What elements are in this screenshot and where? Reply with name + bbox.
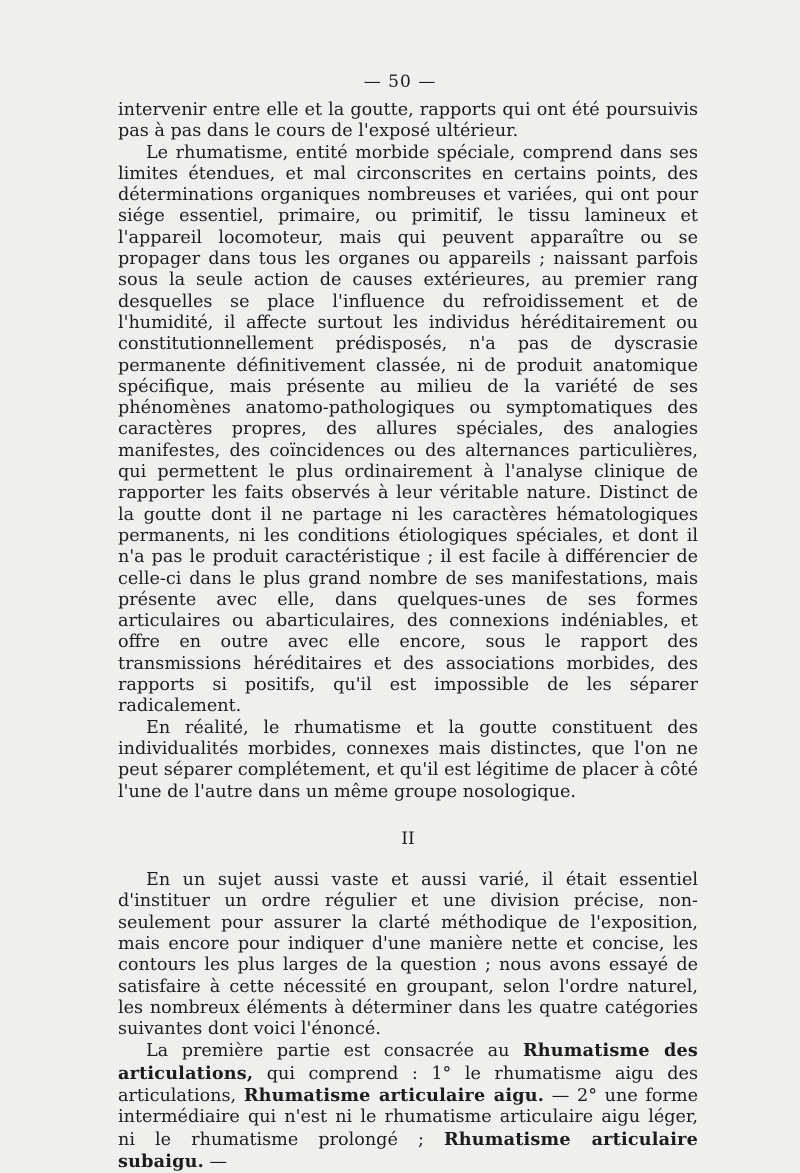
text-run: qui comprend : 1° le rhumatisme aigu des articulations,: [118, 1063, 698, 1107]
text-run: La première partie est consacrée au: [146, 1041, 523, 1062]
page-number: — 50 —: [363, 72, 437, 92]
section-heading: II: [401, 828, 415, 849]
bold-term: Rhumatisme articulaire aigu.: [243, 1085, 545, 1107]
text-run: — 2° une forme intermédiaire qui n'est ni le rhumatisme articulaire aigu léger, ni le rhumatisme prolongé ;: [118, 1086, 699, 1150]
paragraph-premiere-partie: [118, 1040, 698, 1173]
text-run: —: [203, 1151, 228, 1172]
paragraph-division: En un sujet aussi vaste et aussi varié, il était essentiel d'instituer un ordre régulier et une division précise, non-seulement pour assurer la clarté méthodique de l'exposition, mais encore pour indiquer d'une manière nette et concise, les contours les plus larges de la question ; nous avons essayé de satisfaire à cette nécessité en groupant, selon l'ordre naturel, les nombreux éléments à déterminer dans les quatre catégories suivantes dont voici l'énoncé.: [118, 870, 698, 1040]
paragraph-continuation: intervenir entre elle et la goutte, rapports qui ont été poursuivis pas à pas dans le cours de l'exposé ultérieur.: [118, 100, 698, 142]
text-body: [118, 100, 698, 1173]
paragraph-rhumatisme-definition: Le rhumatisme, entité morbide spéciale, comprend dans ses limites étendues, et mal circonscrites en certains points, des déterminations organiques nombreuses et variées, qui ont pour siége essentiel, primaire, ou primitif, le tissu lamineux et l'appareil locomoteur, mais qui peuvent apparaître ou se propager dans tous les organes ou appareils ; naissant parfois sous la seule action de causes extérieures, au premier rang desquelles se place l'influence du refroidissement et de l'humidité, il affecte surtout les individus héréditairement ou constitutionnellement prédisposés, n'a pas de dyscrasie permanente définitivement classée, ni de produit anatomique spécifique, mais présente au milieu de la variété de ses phénomènes anatomo-pathologiques ou symptomatiques des caractères propres, des allures spéciales, des analogies manifestes, des coïncidences ou des alternances particulières, qui permettent le plus ordinairement à l'analyse clinique de rapporter les faits observés à leur véritable nature. Distinct de la goutte dont il ne partage ni les caractères hématologiques permanents, ni les conditions étiologiques spéciales, et dont il n'a pas le produit caractéristique ; il est facile à différencier de celle-ci dans le plus grand nombre de ses manifestations, mais présente avec elle, dans quelques-unes de ses formes articulaires ou abarticulaires, des connexions indéniables, et offre en outre avec elle encore, sous le rapport des transmissions héréditaires et des associations morbides, des rapports si positifs, qu'il est impossible de les séparer radicalement.: [118, 142, 698, 717]
bold-term: Rhumatisme des articulations,: [118, 1040, 698, 1084]
paragraph-en-realite: En réalité, le rhumatisme et la goutte constituent des individualités morbides, connexes mais distinctes, que l'on ne peut séparer complétement, et qu'il est légitime de placer à côté l'une de l'autre dans un même groupe nosologique.: [118, 717, 698, 802]
bold-term: Rhumatisme articulaire subaigu.: [118, 1128, 698, 1172]
